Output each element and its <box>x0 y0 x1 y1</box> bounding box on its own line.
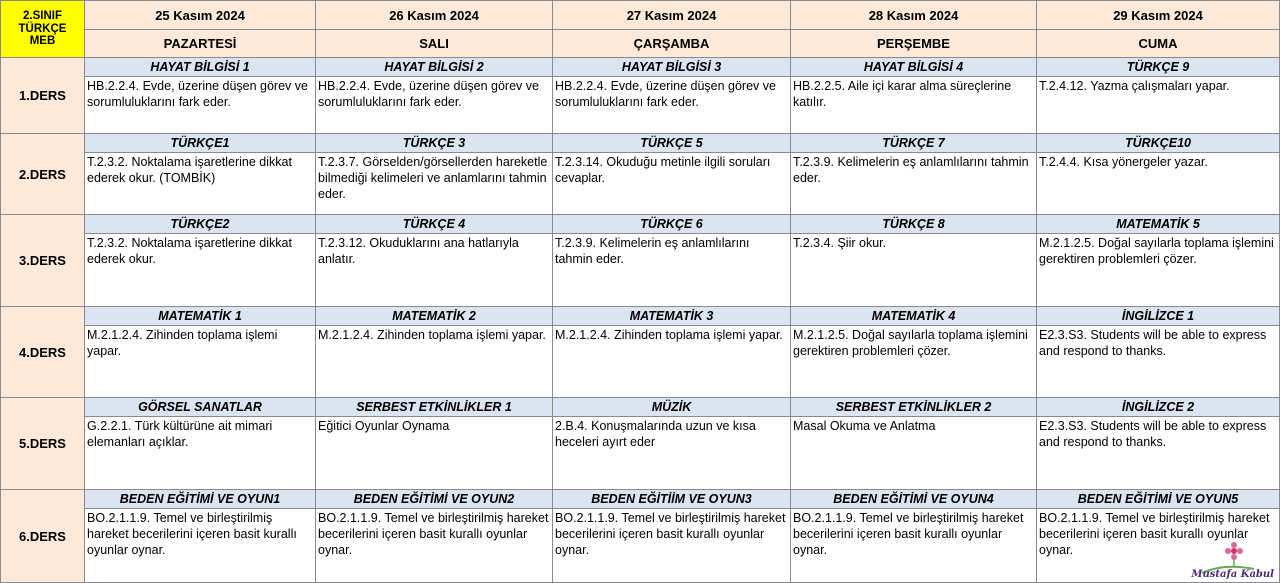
outcome-cell <box>553 509 791 583</box>
day-row <box>1 30 1280 58</box>
period-subject-row <box>1 215 1280 234</box>
subject-title: MATEMATİK 2 <box>316 307 553 326</box>
outcome-text: E2.3.S3. Students will be able to express and respond to thanks. <box>1039 419 1267 449</box>
outcome-text: T.2.3.14. Okuduğu metinle ilgili soruları cevaplar. <box>555 155 771 185</box>
period-description-row <box>1 153 1280 215</box>
outcome-cell <box>85 326 316 398</box>
subject-title: TÜRKÇE 4 <box>316 215 553 234</box>
subject-title: SERBEST ETKİNLİKLER 1 <box>316 398 553 417</box>
outcome-text: T.2.3.2. Noktalama işaretlerine dikkat ederek okur. (TOMBİK) <box>87 155 292 185</box>
outcome-text: T.2.4.4. Kısa yönergeler yazar. <box>1039 155 1208 169</box>
day-header: CUMA <box>1037 30 1280 58</box>
date-header: 25 Kasım 2024 <box>85 1 316 30</box>
outcome-text: T.2.3.4. Şiir okur. <box>793 236 887 250</box>
subject-title: MATEMATİK 3 <box>553 307 791 326</box>
outcome-text: HB.2.2.4. Evde, üzerine düşen görev ve sorumluluklarını fark eder. <box>318 79 539 109</box>
outcome-cell <box>791 234 1037 307</box>
period-label: 3.DERS <box>1 215 85 307</box>
outcome-text: E2.3.S3. Students will be able to express and respond to thanks. <box>1039 328 1267 358</box>
outcome-text: T.2.4.12. Yazma çalışmaları yapar. <box>1039 79 1230 93</box>
outcome-cell <box>85 417 316 490</box>
outcome-cell <box>316 153 553 215</box>
outcome-text: T.2.3.12. Okuduklarını ana hatlarıyla anlatır. <box>318 236 519 266</box>
period-subject-row <box>1 398 1280 417</box>
outcome-cell <box>791 509 1037 583</box>
outcome-cell <box>553 326 791 398</box>
outcome-cell <box>316 77 553 134</box>
date-header: 29 Kasım 2024 <box>1037 1 1280 30</box>
outcome-cell <box>1037 326 1280 398</box>
outcome-text: BO.2.1.1.9. Temel ve birleştirilmiş hareket becerilerini içeren basit kurallı oyunlar oynar. <box>793 511 1024 557</box>
subject-title: TÜRKÇE1 <box>85 134 316 153</box>
watermark-signature: Mustafa Kabul <box>1191 569 1274 580</box>
outcome-cell <box>553 234 791 307</box>
subject-title: BEDEN EĞİTİMİ VE OYUN1 <box>85 490 316 509</box>
period-description-row <box>1 234 1280 307</box>
outcome-cell <box>1037 234 1280 307</box>
subject-title: MATEMATİK 4 <box>791 307 1037 326</box>
period-description-row <box>1 417 1280 490</box>
day-header: PAZARTESİ <box>85 30 316 58</box>
subject-title: HAYAT BİLGİSİ 4 <box>791 58 1037 77</box>
outcome-cell <box>553 417 791 490</box>
subject-title: TÜRKÇE 6 <box>553 215 791 234</box>
day-header: PERŞEMBE <box>791 30 1037 58</box>
outcome-text: Eğitici Oyunlar Oynama <box>318 419 450 433</box>
subject-title: MATEMATİK 1 <box>85 307 316 326</box>
outcome-cell <box>553 153 791 215</box>
outcome-cell <box>316 234 553 307</box>
class-label-line: 2.SINIF <box>23 10 62 23</box>
period-subject-row <box>1 134 1280 153</box>
outcome-text: HB.2.2.4. Evde, üzerine düşen görev ve sorumluluklarını fark eder. <box>555 79 776 109</box>
period-label: 1.DERS <box>1 58 85 134</box>
subject-title: İNGİLİZCE 1 <box>1037 307 1280 326</box>
outcome-text: M.2.1.2.4. Zihinden toplama işlemi yapar. <box>555 328 783 342</box>
outcome-text: BO.2.1.1.9. Temel ve birleştirilmiş hareket becerilerini içeren basit kurallı oyunlar oynar. <box>87 511 297 557</box>
outcome-text: BO.2.1.1.9. Temel ve birleştirilmiş hareket becerilerini içeren basit kurallı oyunlar oynar. <box>318 511 549 557</box>
subject-title: BEDEN EĞİTİMİ VE OYUN5 <box>1037 490 1280 509</box>
period-label: 4.DERS <box>1 307 85 398</box>
outcome-text: M.2.1.2.4. Zihinden toplama işlemi yapar. <box>87 328 278 358</box>
outcome-text: M.2.1.2.5. Doğal sayılarla toplama işlemini gerektiren problemleri çözer. <box>1039 236 1274 266</box>
outcome-cell <box>85 509 316 583</box>
outcome-text: HB.2.2.4. Evde, üzerine düşen görev ve sorumluluklarını fark eder. <box>87 79 308 109</box>
period-label: 6.DERS <box>1 490 85 583</box>
period-subject-row <box>1 307 1280 326</box>
date-header: 28 Kasım 2024 <box>791 1 1037 30</box>
period-description-row <box>1 509 1280 583</box>
outcome-cell <box>791 417 1037 490</box>
outcome-text: T.2.3.2. Noktalama işaretlerine dikkat ederek okur. <box>87 236 292 266</box>
date-header: 26 Kasım 2024 <box>316 1 553 30</box>
outcome-cell <box>85 77 316 134</box>
outcome-text: T.2.3.9. Kelimelerin eş anlamlılarını tahmin eder. <box>555 236 750 266</box>
subject-title: BEDEN EĞİTİMİ VE OYUN4 <box>791 490 1037 509</box>
outcome-text: T.2.3.7. Görselden/görsellerden hareketle bilmediği kelimeleri ve anlamlarını tahmin eder. <box>318 155 548 201</box>
outcome-cell <box>85 153 316 215</box>
subject-title: TÜRKÇE 8 <box>791 215 1037 234</box>
subject-title: TÜRKÇE 3 <box>316 134 553 153</box>
outcome-text: HB.2.2.5. Aile içi karar alma süreçlerine katılır. <box>793 79 1012 109</box>
outcome-text: G.2.2.1. Türk kültürüne ait mimari elemanları açıklar. <box>87 419 273 449</box>
subject-title: BEDEN EĞİTİİM VE OYUN3 <box>553 490 791 509</box>
outcome-text: BO.2.1.1.9. Temel ve birleştirilmiş hareket becerilerini içeren basit kurallı oyunlar oynar. <box>1039 511 1270 557</box>
subject-title: GÖRSEL SANATLAR <box>85 398 316 417</box>
day-header: ÇARŞAMBA <box>553 30 791 58</box>
outcome-cell <box>316 326 553 398</box>
outcome-text: BO.2.1.1.9. Temel ve birleştirilmiş hareket becerilerini içeren basit kurallı oyunlar oynar. <box>555 511 786 557</box>
outcome-cell <box>791 153 1037 215</box>
subject-title: MÜZİK <box>553 398 791 417</box>
subject-title: TÜRKÇE10 <box>1037 134 1280 153</box>
subject-title: TÜRKÇE2 <box>85 215 316 234</box>
subject-title: İNGİLİZCE 2 <box>1037 398 1280 417</box>
class-label-line: TÜRKÇE <box>18 22 67 35</box>
subject-title: SERBEST ETKİNLİKLER 2 <box>791 398 1037 417</box>
outcome-text: M.2.1.2.4. Zihinden toplama işlemi yapar. <box>318 328 546 342</box>
outcome-cell <box>791 77 1037 134</box>
subject-title: HAYAT BİLGİSİ 1 <box>85 58 316 77</box>
date-header: 27 Kasım 2024 <box>553 1 791 30</box>
period-subject-row <box>1 58 1280 77</box>
outcome-cell <box>1037 77 1280 134</box>
outcome-cell <box>1037 153 1280 215</box>
period-label: 2.DERS <box>1 134 85 215</box>
subject-title: HAYAT BİLGİSİ 2 <box>316 58 553 77</box>
period-description-row <box>1 77 1280 134</box>
subject-title: HAYAT BİLGİSİ 3 <box>553 58 791 77</box>
subject-title: BEDEN EĞİTİMİ VE OYUN2 <box>316 490 553 509</box>
outcome-text: 2.B.4. Konuşmalarında uzun ve kısa heceleri ayırt eder <box>555 419 756 449</box>
outcome-cell <box>316 417 553 490</box>
outcome-text: Masal Okuma ve Anlatma <box>793 419 936 433</box>
class-label-cell <box>1 1 85 58</box>
date-row <box>1 1 1280 30</box>
day-header: SALI <box>316 30 553 58</box>
outcome-cell <box>85 234 316 307</box>
subject-title: MATEMATİK 5 <box>1037 215 1280 234</box>
period-subject-row <box>1 490 1280 509</box>
subject-title: TÜRKÇE 5 <box>553 134 791 153</box>
period-label: 5.DERS <box>1 398 85 490</box>
outcome-text: M.2.1.2.5. Doğal sayılarla toplama işlemini gerektiren problemleri çözer. <box>793 328 1028 358</box>
outcome-text: T.2.3.9. Kelimelerin eş anlamlılarını tahmin eder. <box>793 155 1029 185</box>
subject-title: TÜRKÇE 7 <box>791 134 1037 153</box>
subject-title: TÜRKÇE 9 <box>1037 58 1280 77</box>
outcome-cell <box>1037 417 1280 490</box>
outcome-cell <box>316 509 553 583</box>
outcome-cell <box>791 326 1037 398</box>
class-label-line: MEB <box>29 35 56 48</box>
outcome-cell <box>553 77 791 134</box>
period-description-row <box>1 326 1280 398</box>
